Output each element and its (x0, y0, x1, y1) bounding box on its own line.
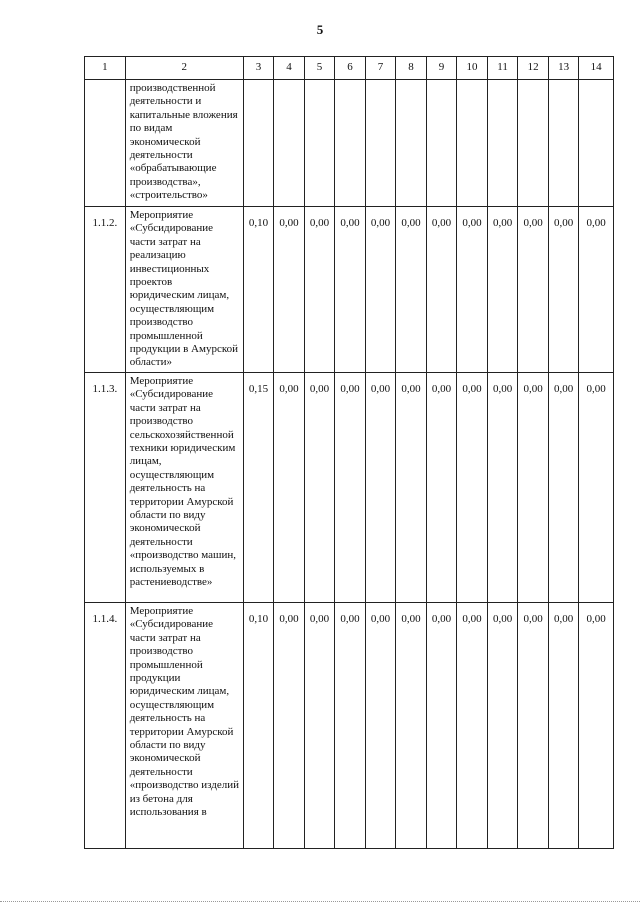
value-cell-col-8: 0,00 (396, 207, 427, 373)
value-cell-col-10 (457, 80, 488, 207)
value-cell-col-5 (304, 80, 335, 207)
value-cell-col-10: 0,00 (457, 602, 488, 848)
value-cell-col-8: 0,00 (396, 602, 427, 848)
value-cell-col-4: 0,00 (274, 207, 305, 373)
value-cell-col-13: 0,00 (548, 372, 579, 602)
value-cell-col-11 (487, 80, 518, 207)
value-cell-col-14: 0,00 (579, 207, 614, 373)
column-header-6: 6 (335, 57, 366, 80)
table-row-continuation (85, 80, 614, 207)
column-header-5: 5 (304, 57, 335, 80)
table-row (85, 207, 614, 373)
value-cell-col-7: 0,00 (365, 602, 396, 848)
value-cell-col-5: 0,00 (304, 372, 335, 602)
value-cell-col-7: 0,00 (365, 207, 396, 373)
row-description: Мероприятие «Субсидирование части затрат на производство сельскохозяйственной техники юридическим лицам, осуществляющим деятельность на территории Амурской области по виду экономической деятельности «производство машин, используемых в растениеводстве» (125, 372, 243, 602)
data-table (84, 56, 614, 849)
column-header-7: 7 (365, 57, 396, 80)
value-cell-col-9: 0,00 (426, 372, 457, 602)
row-code: 1.1.4. (85, 602, 126, 848)
row-code: 1.1.2. (85, 207, 126, 373)
value-cell-col-6: 0,00 (335, 207, 366, 373)
page-number: 5 (316, 22, 324, 37)
row-description: производственной деятельности и капитальные вложения по видам экономической деятельности «обрабатывающие производства», «строительство» (125, 80, 243, 207)
value-cell-col-11: 0,00 (487, 207, 518, 373)
value-cell-col-13 (548, 80, 579, 207)
value-cell-col-5: 0,00 (304, 207, 335, 373)
table-row (85, 372, 614, 602)
column-header-14: 14 (579, 57, 614, 80)
value-cell-col-3: 0,10 (243, 602, 274, 848)
header-row (85, 57, 614, 80)
column-header-11: 11 (487, 57, 518, 80)
table-row (85, 602, 614, 848)
value-cell-col-10: 0,00 (457, 372, 488, 602)
value-cell-col-12 (518, 80, 549, 207)
value-cell-col-3: 0,10 (243, 207, 274, 373)
column-header-3: 3 (243, 57, 274, 80)
column-header-2: 2 (125, 57, 243, 80)
column-header-10: 10 (457, 57, 488, 80)
value-cell-col-9: 0,00 (426, 207, 457, 373)
value-cell-col-11: 0,00 (487, 372, 518, 602)
value-cell-col-12: 0,00 (518, 602, 549, 848)
value-cell-col-6: 0,00 (335, 372, 366, 602)
value-cell-col-14: 0,00 (579, 602, 614, 848)
column-header-9: 9 (426, 57, 457, 80)
value-cell-col-14 (579, 80, 614, 207)
page-bottom-edge (0, 897, 640, 902)
value-cell-col-4: 0,00 (274, 372, 305, 602)
value-cell-col-4: 0,00 (274, 602, 305, 848)
value-cell-col-9 (426, 80, 457, 207)
column-header-1: 1 (85, 57, 126, 80)
row-description: Мероприятие «Субсидирование части затрат на производство промышленной продукции юридическим лицам, осуществляющим деятельность на территории Амурской области по виду экономической деятельности «производство изделий из бетона для использования в (125, 602, 243, 848)
column-header-4: 4 (274, 57, 305, 80)
value-cell-col-4 (274, 80, 305, 207)
value-cell-col-3: 0,15 (243, 372, 274, 602)
value-cell-col-10: 0,00 (457, 207, 488, 373)
value-cell-col-9: 0,00 (426, 602, 457, 848)
row-description: Мероприятие «Субсидирование части затрат на реализацию инвестиционных проектов юридическим лицам, осуществляющим производство промышленной продукции в Амурской области» (125, 207, 243, 373)
column-header-8: 8 (396, 57, 427, 80)
value-cell-col-13: 0,00 (548, 207, 579, 373)
value-cell-col-7: 0,00 (365, 372, 396, 602)
row-code: 1.1.3. (85, 372, 126, 602)
value-cell-col-11: 0,00 (487, 602, 518, 848)
value-cell-col-6: 0,00 (335, 602, 366, 848)
value-cell-col-6 (335, 80, 366, 207)
value-cell-col-14: 0,00 (579, 372, 614, 602)
value-cell-col-7 (365, 80, 396, 207)
value-cell-col-13: 0,00 (548, 602, 579, 848)
column-header-12: 12 (518, 57, 549, 80)
value-cell-col-5: 0,00 (304, 602, 335, 848)
value-cell-col-12: 0,00 (518, 207, 549, 373)
value-cell-col-12: 0,00 (518, 372, 549, 602)
value-cell-col-3 (243, 80, 274, 207)
value-cell-col-8: 0,00 (396, 372, 427, 602)
value-cell-col-8 (396, 80, 427, 207)
row-code (85, 80, 126, 207)
column-header-13: 13 (548, 57, 579, 80)
